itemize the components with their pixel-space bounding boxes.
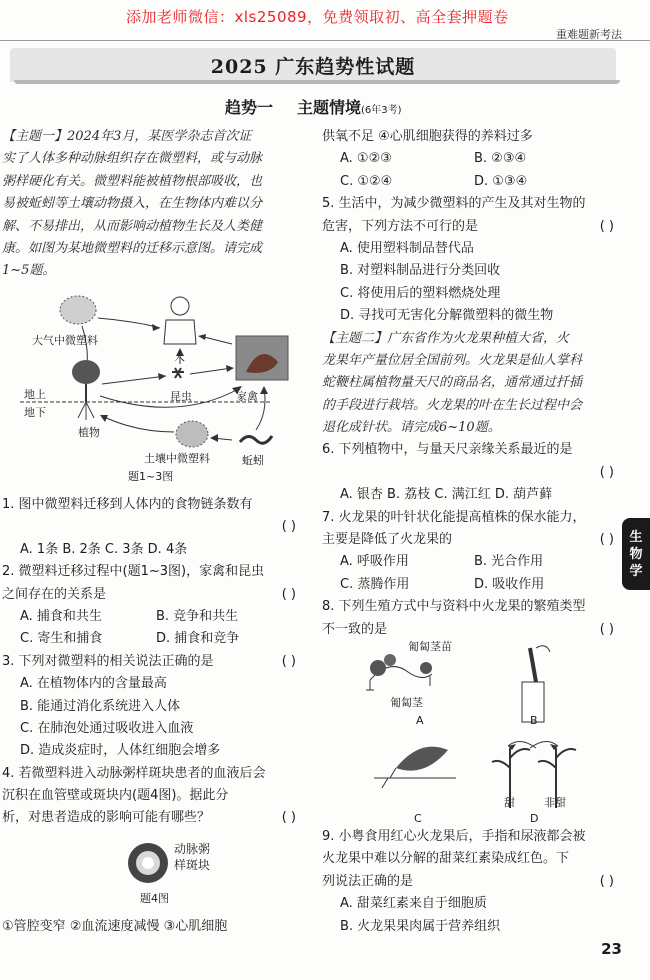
q4-options-ab: A. ①②③ B. ②③④ xyxy=(340,151,527,167)
watermark-text: 添加老师微信：xls25089，免费领取初、高全套押题卷 xyxy=(126,8,509,26)
right-column xyxy=(322,126,622,641)
label-plaque-2: 样斑块 xyxy=(174,858,211,872)
q4-stem: 4. 若微塑料进入动脉粥样斑块患者的血液后会 xyxy=(2,765,266,781)
plant-foliage xyxy=(72,360,100,384)
person-head xyxy=(171,297,189,315)
q7-options-ab: A. 呼吸作用 B. 光合作用 xyxy=(340,554,544,570)
label-option-a: A xyxy=(416,714,424,727)
answer-blank: ( ) xyxy=(599,218,614,234)
label-sweet: 甜 xyxy=(504,796,515,809)
label-runner-seedling: 匍匐茎苗 xyxy=(408,640,452,653)
earthworm-shape xyxy=(240,436,272,443)
answer-blank: ( ) xyxy=(599,873,614,889)
q6-stem: 6. 下列植物中，与量天尺亲缘关系最近的是 xyxy=(322,442,573,458)
label-above-ground: 地上 xyxy=(24,388,46,401)
intro2-line: 的手段进行栽培。火龙果的叶在生长过程中会 xyxy=(322,397,583,413)
air-microplastic-cluster xyxy=(60,296,96,324)
label-option-d: D xyxy=(530,812,539,825)
q8-stem: 8. 下列生殖方式中与资料中火龙果的繁殖类型 xyxy=(322,599,586,615)
answer-blank: ( ) xyxy=(281,653,296,669)
intro2-line: 蛇鞭柱属植物量天尺的商品名，通常通过扦插 xyxy=(322,375,583,391)
q2-options-cd: C. 寄生和捕食 D. 捕食和竞争 xyxy=(20,631,240,647)
subject-tab-char: 物 xyxy=(629,546,643,562)
left-column xyxy=(2,126,304,283)
label-soil-microplastic: 土壤中微塑料 xyxy=(144,452,210,465)
intro-line: 易被蚯蚓等土壤动物摄入，在生物体内难以分 xyxy=(2,196,263,212)
label-option-c: C xyxy=(414,812,422,825)
reproduction-figures xyxy=(360,638,600,826)
intro-line: 解、不易排出，从而影响动植物生长及人类健 xyxy=(2,218,263,234)
label-air-microplastic: 大气中微塑料 xyxy=(32,334,98,347)
label-insect: 昆虫 xyxy=(170,390,192,403)
q8-stem-cont: 不一致的是 ( ) xyxy=(322,619,622,641)
trend-frequency: (6年3考) xyxy=(361,105,402,116)
intro-line: 粥样硬化有关。微塑料能被植物根部吸收，也 xyxy=(2,173,263,189)
q2-stem-cont: 之间存在的关系是 ( ) xyxy=(2,584,304,606)
q4-stem-last: 析，对患者造成的影响可能有哪些？ ( ) xyxy=(2,807,304,829)
arrow-soil-plant xyxy=(102,416,174,432)
q2-stem: 2. 微塑料迁移过程中(题1~3图)，家禽和昆虫 xyxy=(2,564,265,580)
q5-option: C. 将使用后的塑料燃烧处理 xyxy=(340,285,501,301)
q9-stem-last: 列说法正确的是 ( ) xyxy=(322,871,622,893)
intro-line: 1~5题。 xyxy=(2,263,56,279)
answer-blank: ( ) xyxy=(599,621,614,637)
q5-option: D. 寻找可无害化分解微塑料的微生物 xyxy=(340,308,554,324)
intro-line: 康。如图为某地微塑料的迁移示意图。请完成 xyxy=(2,240,263,256)
trend-heading xyxy=(225,95,402,118)
q7-stem-cont: 主要是降低了火龙果的 ( ) xyxy=(322,529,622,551)
trend-topic: 主题情境 xyxy=(297,98,362,117)
intro2-line: 【主题二】广东省作为火龙果种植大省，火 xyxy=(322,330,570,346)
q9-option: B. 火龙果果肉属于营养组织 xyxy=(340,918,501,934)
label-plant: 植物 xyxy=(78,426,100,439)
left-questions xyxy=(2,494,304,830)
q5-option: A. 使用塑料制品替代品 xyxy=(340,240,474,256)
label-earthworm: 蚯蚓 xyxy=(242,454,264,467)
label-option-b: B xyxy=(530,714,538,727)
label-person: 人 xyxy=(174,350,185,363)
intro-line: 实了人体多种动脉组织存在微塑料，或与动脉 xyxy=(2,151,263,167)
subject-tab xyxy=(622,518,650,590)
plant-a-leaves xyxy=(370,660,386,676)
plant-roots xyxy=(78,402,94,420)
q1-options: A. 1条 B. 2条 C. 3条 D. 4条 xyxy=(20,541,188,557)
label-poultry: 家禽 xyxy=(236,390,258,403)
q7-options-cd: C. 蒸腾作用 D. 吸收作用 xyxy=(340,576,545,592)
artery-plaque-figure xyxy=(118,838,278,908)
arrow-air-person xyxy=(98,318,160,328)
q3-option: B. 能通过消化系统进入人体 xyxy=(20,698,181,714)
q9-block xyxy=(322,826,622,938)
arrow-plant-insect xyxy=(102,376,166,384)
artery-svg xyxy=(118,838,178,888)
arrow-insect-poultry xyxy=(190,368,232,374)
banner-shadow xyxy=(14,80,620,84)
q4-statement-line: ①管腔变窄 ②血流速度减慢 ③心肌细胞 xyxy=(2,919,228,934)
answer-blank: ( ) xyxy=(599,532,614,548)
label-non-sweet: 非甜 xyxy=(544,796,566,809)
leaf-cutting xyxy=(396,747,448,771)
q4-statement-cont: 供氧不足 ④心肌细胞获得的养料过多 xyxy=(322,129,533,144)
q9-stem: 火龙果中难以分解的甜菜红素染成红色。下 xyxy=(322,851,570,867)
q5-stem-cont: 危害，下列方法不可行的是 ( ) xyxy=(322,216,622,238)
q5-option: B. 对塑料制品进行分类回收 xyxy=(340,263,501,279)
header-divider xyxy=(0,40,650,41)
q3-stem: 3. 下列对微塑料的相关说法正确的是 ( ) xyxy=(2,651,304,673)
q7-stem: 7. 火龙果的叶针状化能提高植株的保水能力， xyxy=(322,509,586,525)
q2-options-ab: A. 捕食和共生 B. 竞争和共生 xyxy=(20,608,239,624)
answer-blank: ( ) xyxy=(281,519,296,535)
microplastic-migration-diagram xyxy=(20,292,310,484)
page-number: 23 xyxy=(601,940,622,958)
intro-line: 【主题一】2024年3月，某医学杂志首次证 xyxy=(2,129,252,144)
q5-stem: 5. 生活中，为减少微塑料的产生及其对生物的 xyxy=(322,196,586,212)
intro2-line: 退化成针状。请完成6~10题。 xyxy=(322,420,501,436)
q1-stem: 1. 图中微塑料迁移到人体内的食物链条数有 xyxy=(2,497,253,512)
subject-tab-char: 学 xyxy=(629,563,643,579)
q6-paren-line xyxy=(322,462,622,484)
label-runner: 匍匐茎 xyxy=(390,696,423,709)
q1-paren-line xyxy=(2,516,304,538)
soil-microplastic-cluster xyxy=(176,421,208,447)
figure-caption: 题1~3图 xyxy=(128,470,174,483)
q6-options: A. 银杏 B. 荔枝 C. 满江红 D. 葫芦藓 xyxy=(340,487,553,503)
label-below-ground: 地下 xyxy=(24,406,46,419)
q3-option: D. 造成炎症时，人体红细胞会增多 xyxy=(20,743,221,759)
scion-branch xyxy=(530,648,536,682)
q9-option: A. 甜菜红素来自于细胞质 xyxy=(340,896,487,912)
q4-statements xyxy=(2,916,304,938)
answer-blank: ( ) xyxy=(599,464,614,480)
q4-options-cd: C. ①②④ D. ①③④ xyxy=(340,173,528,189)
subject-tab-char: 生 xyxy=(629,529,643,545)
header-section-label: 重难题新考法 xyxy=(556,28,622,41)
artery-lumen xyxy=(142,857,154,869)
figure-caption: 题4图 xyxy=(140,892,169,905)
q4-stem: 沉积在血管壁或斑块内(题4图)。据此分 xyxy=(2,788,229,804)
q3-option: C. 在肺泡处通过吸收进入血液 xyxy=(20,720,194,736)
answer-blank: ( ) xyxy=(281,586,296,602)
trend-main: 趋势一 xyxy=(225,98,274,117)
page-title: 2025 广东趋势性试题 xyxy=(210,56,416,78)
person-body xyxy=(164,320,196,344)
answer-blank: ( ) xyxy=(281,810,296,826)
q3-option: A. 在植物体内的含量最高 xyxy=(20,676,167,692)
label-plaque: 动脉粥 xyxy=(174,842,211,856)
q9-stem: 9. 小粤食用红心火龙果后，手指和尿液都会被 xyxy=(322,829,586,844)
intro2-line: 龙果年产量位居全国前列。火龙果是仙人掌科 xyxy=(322,352,583,368)
insect-shape xyxy=(172,368,184,378)
